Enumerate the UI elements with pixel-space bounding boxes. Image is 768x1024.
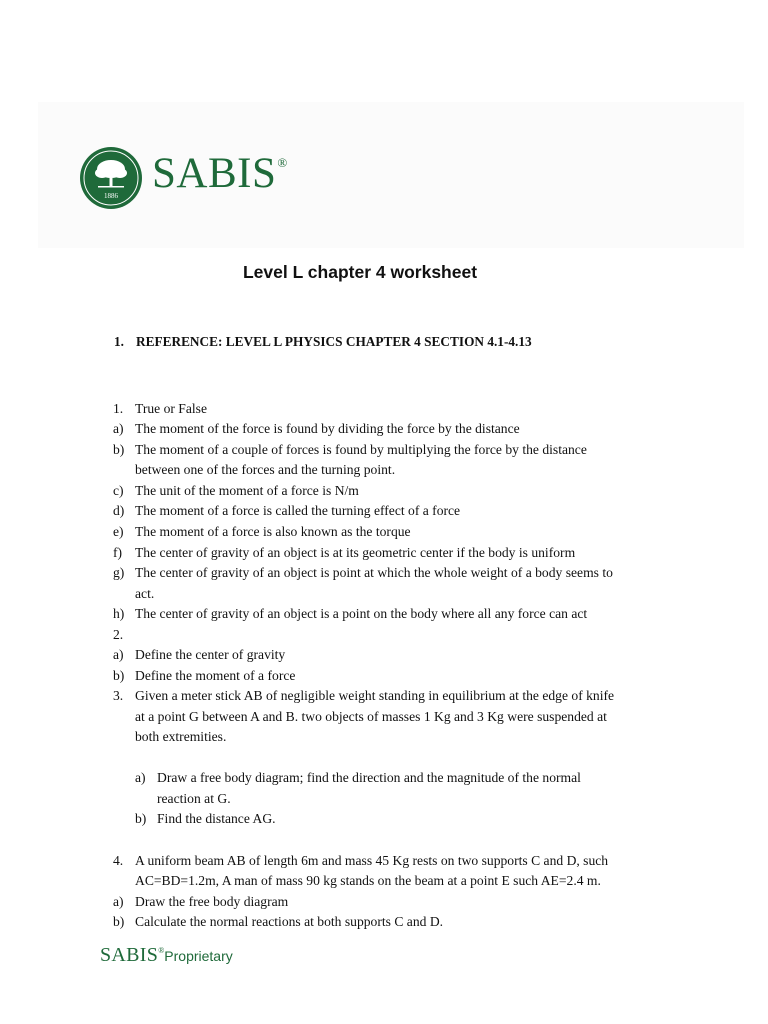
line-label: b) (113, 668, 125, 683)
sabis-wordmark (152, 152, 288, 195)
line-label: b) (135, 811, 147, 826)
line-label: 3. (113, 688, 124, 703)
line-label: b) (113, 442, 125, 457)
line-label: a) (113, 647, 124, 662)
line-text: True or False (135, 401, 207, 416)
line-text: act. (135, 586, 155, 601)
reference-number: 1. (114, 334, 124, 349)
line-text: Find the distance AG. (157, 811, 276, 826)
logo-text: SABIS (152, 150, 277, 197)
line-label: h) (113, 606, 125, 621)
sabis-seal-logo (80, 147, 142, 209)
line-label: 1. (113, 401, 124, 416)
line-label: 4. (113, 853, 124, 868)
line-text: between one of the forces and the turning point. (135, 462, 396, 477)
line-text: Define the center of gravity (135, 647, 286, 662)
line-label: a) (113, 894, 124, 909)
line-label: a) (113, 421, 124, 436)
registered-mark: ® (277, 155, 288, 170)
header-band (38, 102, 744, 248)
line-text: The moment of a couple of forces is found by multiplying the force by the distance (135, 442, 587, 457)
line-text: reaction at G. (157, 791, 231, 806)
footer-proprietary-label: Proprietary (164, 948, 233, 964)
line-text: The center of gravity of an object is point at which the whole weight of a body seems to (135, 565, 613, 580)
line-text: Given a meter stick AB of negligible weight standing in equilibrium at the edge of knife (135, 688, 615, 703)
reference-heading (114, 334, 532, 350)
footer-registered-mark: ® (158, 946, 165, 955)
line-text: Draw the free body diagram (135, 894, 289, 909)
footer-brand: SABIS (100, 944, 159, 966)
line-text: The moment of a force is also known as the torque (135, 524, 411, 539)
line-label: 2. (113, 627, 124, 642)
line-text: AC=BD=1.2m, A man of mass 90 kg stands on the beam at a point E such AE=2.4 m. (135, 873, 601, 888)
line-text: The moment of the force is found by dividing the force by the distance (135, 421, 520, 436)
line-label: b) (113, 914, 125, 929)
tree-icon (80, 147, 142, 209)
reference-text: REFERENCE: LEVEL L PHYSICS CHAPTER 4 SECTION 4.1-4.13 (136, 334, 532, 349)
line-label: d) (113, 503, 125, 518)
line-label: a) (135, 770, 146, 785)
footer-proprietary-logo (100, 944, 233, 967)
line-text: The unit of the moment of a force is N/m (135, 483, 359, 498)
line-text: Define the moment of a force (135, 668, 296, 683)
line-label: e) (113, 524, 124, 539)
line-text: both extremities. (135, 729, 227, 744)
line-text: The moment of a force is called the turning effect of a force (135, 503, 461, 518)
line-text: Draw a free body diagram; find the direction and the magnitude of the normal (157, 770, 581, 785)
line-text: A uniform beam AB of length 6m and mass 45 Kg rests on two supports C and D, such (135, 853, 609, 868)
line-label: g) (113, 565, 125, 580)
line-text: at a point G between A and B. two objects of masses 1 Kg and 3 Kg were suspended at (135, 709, 607, 724)
line-text: Calculate the normal reactions at both supports C and D. (135, 914, 444, 929)
page-title: Level L chapter 4 worksheet (242, 262, 478, 282)
seal-year: 1886 (104, 192, 118, 200)
line-text: The center of gravity of an object is a point on the body where all any force can act (135, 606, 588, 621)
line-label: c) (113, 483, 124, 498)
line-label: f) (113, 545, 123, 560)
line-text: The center of gravity of an object is at its geometric center if the body is uniform (135, 545, 576, 560)
